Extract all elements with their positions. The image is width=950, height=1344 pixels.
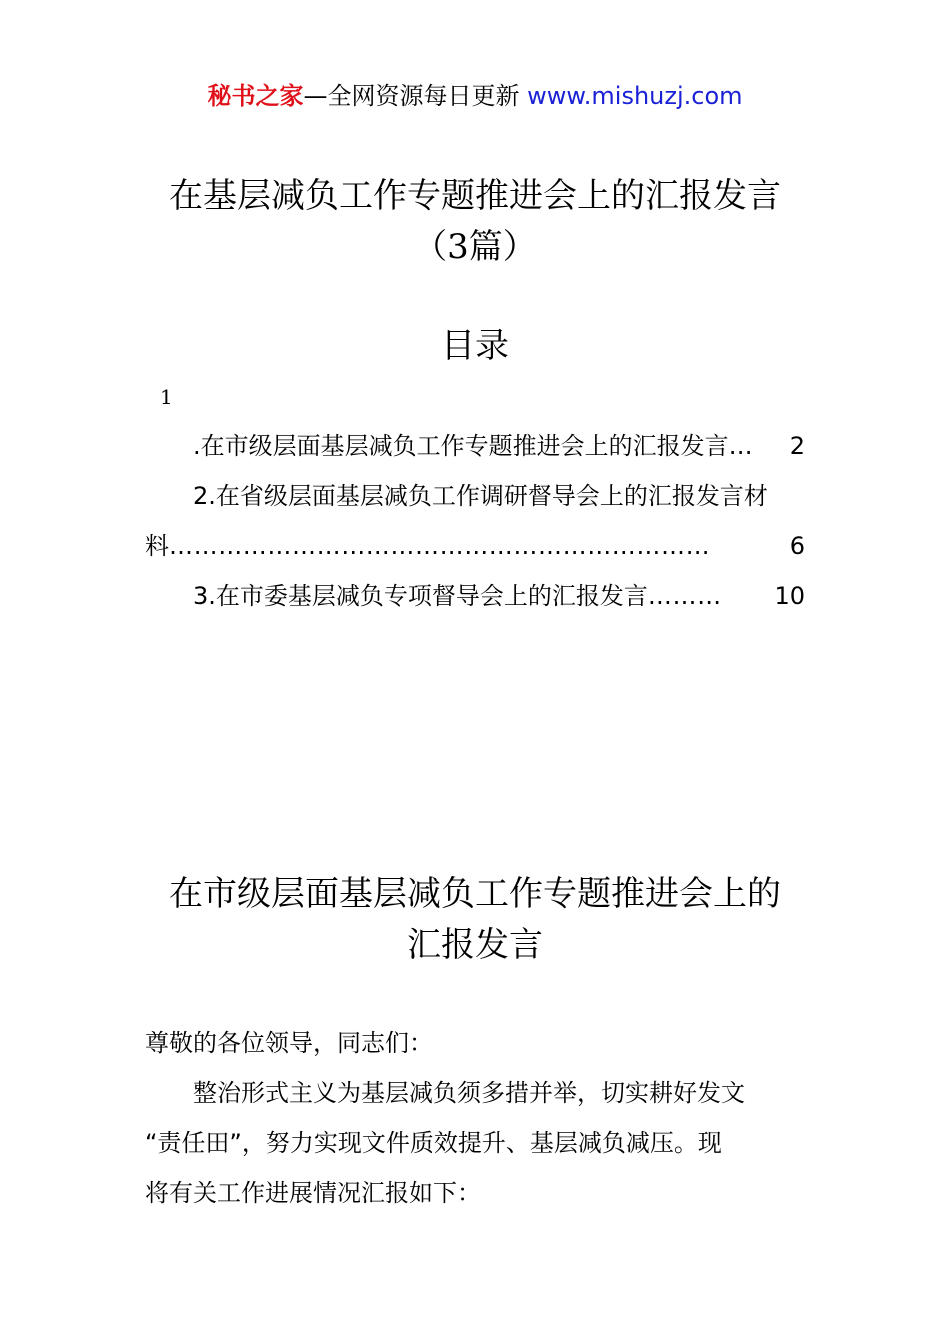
header-tagline: —全网资源每日更新 (303, 82, 520, 110)
article-title: 在市级层面基层减负工作专题推进会上的 (169, 874, 781, 914)
toc-item-3[interactable] (145, 578, 805, 614)
toc-item3-text: 3.在市委基层减负专项督导会上的汇报发言 (193, 582, 648, 610)
toc-heading: 目录 (441, 326, 509, 366)
site-header (0, 80, 950, 112)
toc-item-2-continued[interactable] (145, 528, 805, 564)
article-paragraph-line1: 整治形式主义为基层减负须多措并举，切实耕好发文 (193, 1079, 745, 1107)
toc-item-2[interactable] (145, 478, 805, 514)
toc-item3-page: 10 (774, 582, 805, 610)
toc-item1-text: .在市级层面基层减负工作专题推进会上的汇报发言 (193, 432, 729, 460)
site-url-link[interactable]: www.mishuzj.com (527, 82, 743, 110)
brand-name: 秘书之家 (207, 82, 304, 110)
toc-item1-leader: … (728, 432, 754, 460)
document-title-count: （3篇） (413, 227, 537, 267)
toc-item2-page: 6 (789, 532, 805, 560)
toc-item2-text-line1: 2.在省级层面基层减负工作调研督导会上的汇报发言材 (193, 482, 768, 510)
article-paragraph-line2: “责任田”，努力实现文件质效提升、基层减负减压。现 (145, 1129, 722, 1157)
toc-item3-leader: ……… (647, 582, 722, 610)
document-title: 在基层减负工作专题推进会上的汇报发言 (169, 176, 781, 216)
toc-item-1[interactable] (145, 428, 805, 464)
article-title-continued: 汇报发言 (407, 925, 543, 965)
toc-item1-page: 2 (789, 432, 805, 460)
article-paragraph-line3: 将有关工作进展情况汇报如下： (145, 1179, 481, 1207)
toc-item2-text-line2: 料 (145, 532, 169, 560)
toc-item1-number: 1 (160, 385, 173, 409)
toc-item2-leader: ………………………………………………………… (169, 532, 711, 560)
article-greeting: 尊敬的各位领导，同志们： (145, 1029, 433, 1057)
